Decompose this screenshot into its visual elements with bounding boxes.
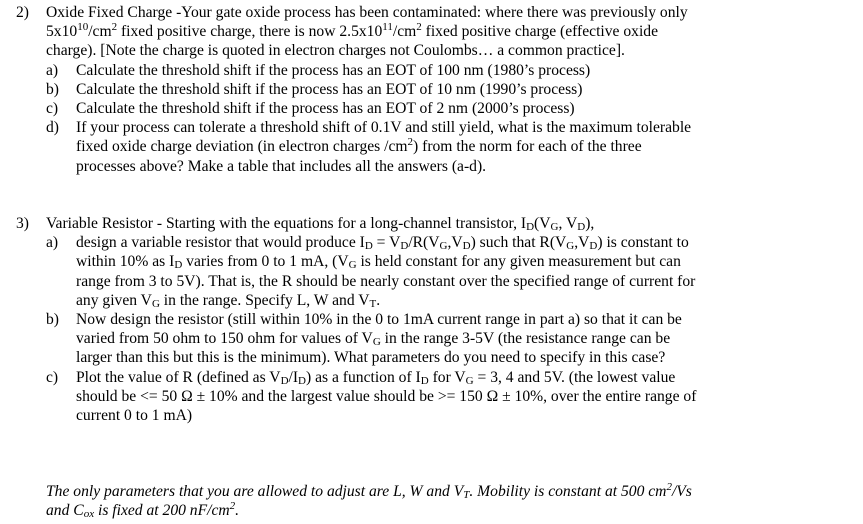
question-text-line: charge). [Note the charge is quoted in electron charges not Coulombs… a common practice].	[46, 42, 625, 60]
question-title: Variable Resistor - Starting with the equations for a long-channel transistor, ID(VG, VD),	[46, 215, 595, 233]
question-2	[16, 3, 847, 176]
sub-question-a: a) design a variable resistor that would produce ID = VD/R(VG,VD) such that R(VG,VD) is constant to within 10% as ID varies from 0 to 1 mA, (VG is held constant for any given measurement but can range from 3 to 5V). That is, the R should be nearly constant over the specified range of current for any given VG in the range. Specify L, W and VT.	[46, 234, 696, 310]
footer-note: The only parameters that you are allowed to adjust are L, W and VT. Mobility is constant at 500 $cm^2/Vs$ and Cox is fixed at 200 $nF/cm^2$.	[46, 480, 692, 521]
sub-question-c: c) Plot the value of R (defined as VD/ID) as a function of ID for VG = 3, 4 and 5V. (the lowest value should be <= 50 Ω ± 10% and the largest value should be >= 150 Ω ± 10%, over the entire range of current 0 to 1 mA)	[46, 368, 697, 425]
question-number: 2)	[16, 4, 29, 21]
question-number: 3)	[16, 215, 29, 232]
sub-question-c: c) Calculate the threshold shift if the process has an EOT of 2 nm (2000’s process)	[46, 100, 575, 118]
sub-question-b: b) Calculate the threshold shift if the process has an EOT of 10 nm (1990’s process)	[46, 80, 583, 98]
question-3	[16, 214, 847, 425]
sub-question-a: a) Calculate the threshold shift if the process has an EOT of 100 nm (1980’s process)	[46, 61, 591, 79]
question-title: Oxide Fixed Charge -Your gate oxide process has been contaminated: where there was previously only	[46, 4, 688, 21]
sub-question-d: d) If your process can tolerate a threshold shift of 0.1V and still yield, what is the maximum tolerable fixed oxide charge deviation (in electron charges $/cm^2$) from the norm for each of the three processes above? Make a table that includes all the answers (a-d).	[46, 119, 692, 175]
question-text-line: $5x10^{10}/cm^2$ fixed positive charge, there is now $2.5x10^{11}/cm^2$ fixed positive charge (effective oxide	[46, 21, 659, 41]
sub-question-b: b) Now design the resistor (still within 10% in the 0 to 1mA current range in part a) so that it can be varied from 50 ohm to 150 ohm for values of VG in the range 3-5V (the resistance range can be larger than this but this is the minimum). What parameters do you need to specify in this case?	[46, 311, 682, 367]
